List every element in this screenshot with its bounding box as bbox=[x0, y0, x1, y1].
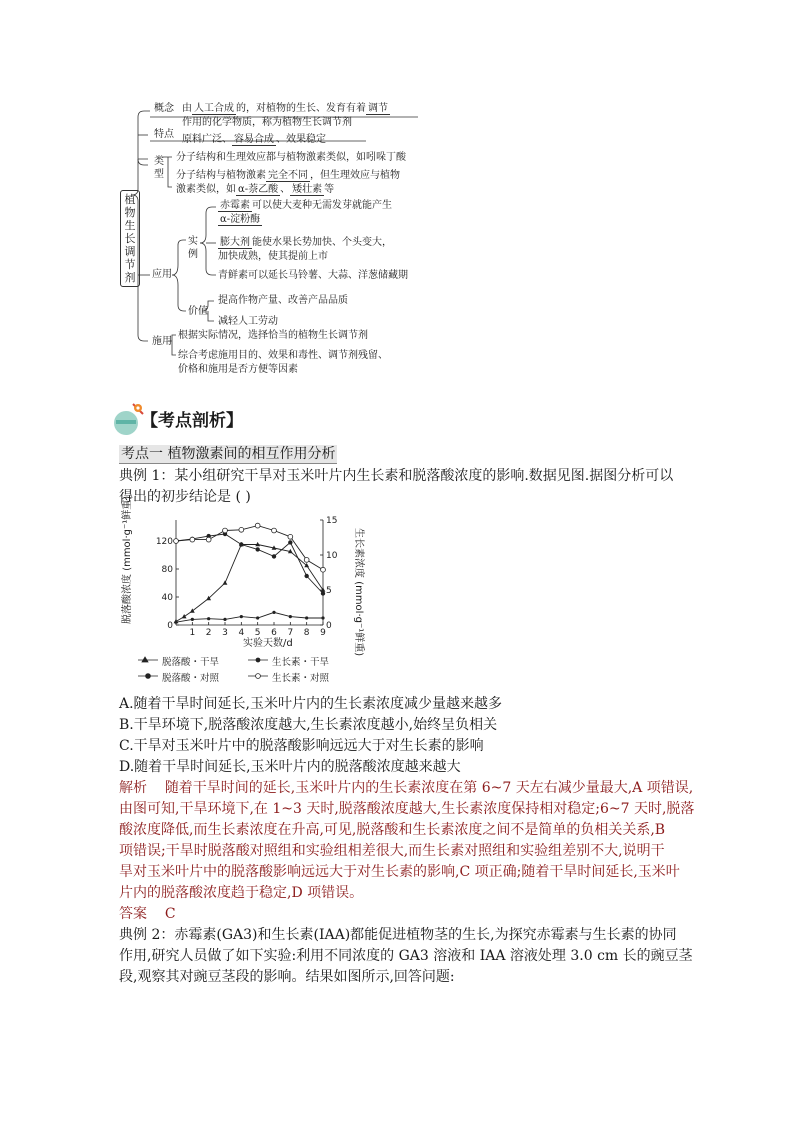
app-label: 应用 bbox=[152, 269, 172, 280]
x-tick-label: 6 bbox=[271, 628, 277, 638]
example-label: 实例 bbox=[188, 236, 198, 260]
value-1: 提高作物产量、改善产品品质 bbox=[218, 295, 348, 306]
data-point-aba_drought bbox=[190, 608, 195, 612]
legend-aba-drought: 脱落酸・干旱 bbox=[162, 657, 220, 668]
section-title: 【考点剖析】 bbox=[141, 411, 243, 431]
q1-line-2: 得出的初步结论是 ( ) bbox=[119, 489, 251, 505]
y-left-tick-label: 40 bbox=[161, 593, 173, 603]
data-point-iaa_control bbox=[190, 537, 195, 542]
q2-line-2: 作用,研究人员做了如下实验:利用不同浓度的 GA3 溶液和 IAA 溶液处理 3.0 cm 长的豌豆茎 bbox=[119, 948, 693, 964]
q1-option-b: B.干旱环境下,脱落酸浓度越大,生长素浓度越小,始终呈负相关 bbox=[119, 717, 498, 733]
q1-analysis-line-6: 片内的脱落酸浓度趋于稳定,D 项错误。 bbox=[119, 885, 364, 901]
apply-1: 根据实际情况，选择恰当的植物生长调节剂 bbox=[178, 330, 368, 341]
example-2-line1: 膨大剂 能使水果长势加快、个头变大， bbox=[220, 237, 392, 248]
concept-text-line2: 作用的化学物质，称为植物生长调节剂 bbox=[182, 117, 352, 128]
example-1-line2: α-淀粉酶 bbox=[220, 214, 261, 225]
data-point-iaa_drought bbox=[223, 618, 226, 621]
data-point-iaa_control bbox=[304, 558, 309, 563]
value-2: 减轻人工劳动 bbox=[218, 316, 278, 327]
feature-text: 原料广泛、 容易合成 、效果稳定 bbox=[182, 134, 326, 145]
apply-label: 施用 bbox=[152, 336, 172, 347]
concept-text-line1: 由 人工合成 的，对植物的生长、发育有着 调节 bbox=[182, 103, 388, 114]
q2-line-1: 典例 2：赤霉素(GA3)和生长素(IAA)都能促进植物茎的生长,为探究赤霉素与生长素的协同 bbox=[119, 927, 677, 943]
data-point-iaa_drought bbox=[191, 618, 194, 621]
x-tick-label: 4 bbox=[238, 628, 245, 638]
y-right-tick-label: 15 bbox=[326, 516, 338, 526]
data-point-aba_control bbox=[272, 554, 276, 558]
type-2-line2: 激素类似，如 α-萘乙酸 、 矮壮素 等 bbox=[176, 184, 335, 195]
q1-option-c: C.干旱对玉米叶片中的脱落酸影响远远大于对生长素的影响 bbox=[119, 738, 484, 754]
q1-analysis-line-1: 解析 随着干旱时间的延长,玉米叶片内的生长素浓度在第 6~7 天左右减少量最大,A 项错误, bbox=[119, 780, 694, 796]
chart-legend bbox=[136, 652, 366, 684]
chart-axes bbox=[156, 516, 338, 638]
data-point-iaa_drought bbox=[305, 616, 308, 619]
q1-analysis-line-2: 由图可知,干旱环境下,在 1~3 天时,脱落酸浓度越大,生长素浓度保持相对稳定;6~7 天时,脱落 bbox=[119, 801, 695, 817]
q1-analysis-line-5: 旱对玉米叶片中的脱落酸影响远远大于对生长素的影响,C 项正确;随着干旱时间延长,玉米叶 bbox=[119, 864, 680, 880]
data-point-iaa_drought bbox=[207, 617, 210, 620]
series-line-iaa_drought bbox=[176, 612, 323, 622]
y-right-tick-label: 10 bbox=[326, 551, 338, 561]
y-left-tick-label: 80 bbox=[161, 565, 173, 575]
mind-map-root: 植物生长调节剂 bbox=[120, 190, 140, 287]
q1-option-a: A.随着干旱时间延长,玉米叶片内的生长素浓度减少量越来越多 bbox=[119, 696, 503, 712]
q1-analysis-line-4: 项错误;干旱时脱落酸对照组和实验组相差很大,而生长素对照组和实验组差别不大,说明干 bbox=[119, 843, 665, 859]
type-1: 分子结构和生理效应都与植物激素类似，如吲哚丁酸 bbox=[176, 152, 406, 163]
data-point-iaa_drought bbox=[240, 615, 243, 618]
q2-line-3: 段,观察其对豌豆茎段的影响。结果如图所示,回答问题: bbox=[119, 969, 455, 985]
q1-option-d: D.随着干旱时间延长,玉米叶片内的脱落酸浓度越来越大 bbox=[119, 759, 461, 775]
x-tick-label: 1 bbox=[189, 628, 196, 638]
data-point-iaa_drought bbox=[321, 616, 324, 619]
example-2-line2: 加快成熟，使其提前上市 bbox=[218, 251, 328, 262]
data-point-aba_control bbox=[304, 574, 308, 578]
analysis-label: 解析 bbox=[119, 780, 147, 796]
y-right-tick-label: 0 bbox=[326, 621, 332, 631]
data-point-iaa_drought bbox=[289, 615, 292, 618]
legend-aba-control: 脱落酸・对照 bbox=[162, 673, 220, 684]
data-point-aba_control bbox=[239, 542, 243, 546]
section-header bbox=[113, 398, 413, 438]
data-point-iaa_control bbox=[272, 528, 277, 533]
x-tick-label: 2 bbox=[205, 628, 212, 638]
value-label: 价值 bbox=[188, 306, 208, 317]
example-3: 青鲜素可以延长马铃薯、大蒜、洋葱储藏期 bbox=[218, 270, 408, 281]
series-line-aba_control bbox=[176, 534, 323, 594]
legend-iaa-control: 生长素・对照 bbox=[272, 673, 330, 684]
x-tick-label: 8 bbox=[303, 628, 310, 638]
y-left-axis-title: 脱落酸浓度 (mmol·g⁻¹鲜重) bbox=[122, 495, 133, 624]
y-right-tick-label: 5 bbox=[326, 586, 332, 596]
data-point-aba_control bbox=[321, 591, 325, 595]
legend-iaa-drought: 生长素・干旱 bbox=[272, 657, 330, 668]
series-line-iaa_control bbox=[176, 526, 323, 570]
y-right-axis-title: 生长素浓度 (mmol·g⁻¹鲜重) bbox=[353, 528, 364, 657]
data-point-iaa_drought bbox=[272, 611, 275, 614]
q1-line-1: 典例 1：某小组研究干旱对玉米叶片内生长素和脱落酸浓度的影响.数据见图.据图分析可以 bbox=[119, 468, 674, 484]
series-line-aba_drought bbox=[176, 545, 323, 622]
concept-label: 概念 bbox=[154, 103, 174, 114]
data-point-iaa_control bbox=[321, 567, 326, 572]
q1-analysis-line-3: 酸浓度降低,而生长素浓度在升高,可见,脱落酸和生长素浓度之间不是简单的负相关关系,B bbox=[119, 822, 666, 838]
type-label: 类型 bbox=[154, 156, 164, 180]
x-tick-label: 3 bbox=[222, 628, 228, 638]
data-point-iaa_control bbox=[174, 539, 179, 544]
data-point-aba_drought bbox=[223, 580, 228, 584]
data-point-aba_control bbox=[288, 540, 292, 544]
data-point-iaa_control bbox=[288, 534, 293, 539]
apply-2-line2: 价格和施用是否方便等因素 bbox=[178, 364, 298, 375]
data-point-aba_control bbox=[255, 547, 259, 551]
x-axis-title: 实验天数/d bbox=[243, 638, 293, 649]
data-point-iaa_drought bbox=[256, 616, 259, 619]
q1-answer: 答案 C bbox=[119, 906, 176, 922]
type-2-line1: 分子结构与植物激素 完全不同 ，但生理效应与植物 bbox=[176, 170, 400, 181]
apply-2-line1: 综合考虑施用目的、效果和毒性、调节剂残留、 bbox=[178, 350, 388, 361]
data-point-iaa_control bbox=[255, 523, 260, 528]
example-1-line1: 赤霉素 可以使大麦种无需发芽就能产生 bbox=[220, 200, 392, 211]
feature-label: 特点 bbox=[154, 129, 174, 140]
x-tick-label: 9 bbox=[320, 628, 326, 638]
data-point-iaa_control bbox=[223, 528, 228, 533]
data-point-iaa_control bbox=[239, 527, 244, 532]
chart-series bbox=[174, 523, 326, 624]
data-point-iaa_drought bbox=[174, 621, 177, 624]
point-1-title: 考点一 植物激素间的相互作用分析 bbox=[121, 446, 336, 462]
x-tick-label: 5 bbox=[254, 628, 261, 638]
mind-map bbox=[118, 95, 418, 385]
data-point-aba_drought bbox=[182, 614, 187, 618]
y-left-tick-label: 120 bbox=[155, 537, 173, 547]
data-point-iaa_control bbox=[206, 537, 211, 542]
y-left-tick-label: 0 bbox=[167, 621, 173, 631]
x-tick-label: 7 bbox=[287, 628, 294, 638]
